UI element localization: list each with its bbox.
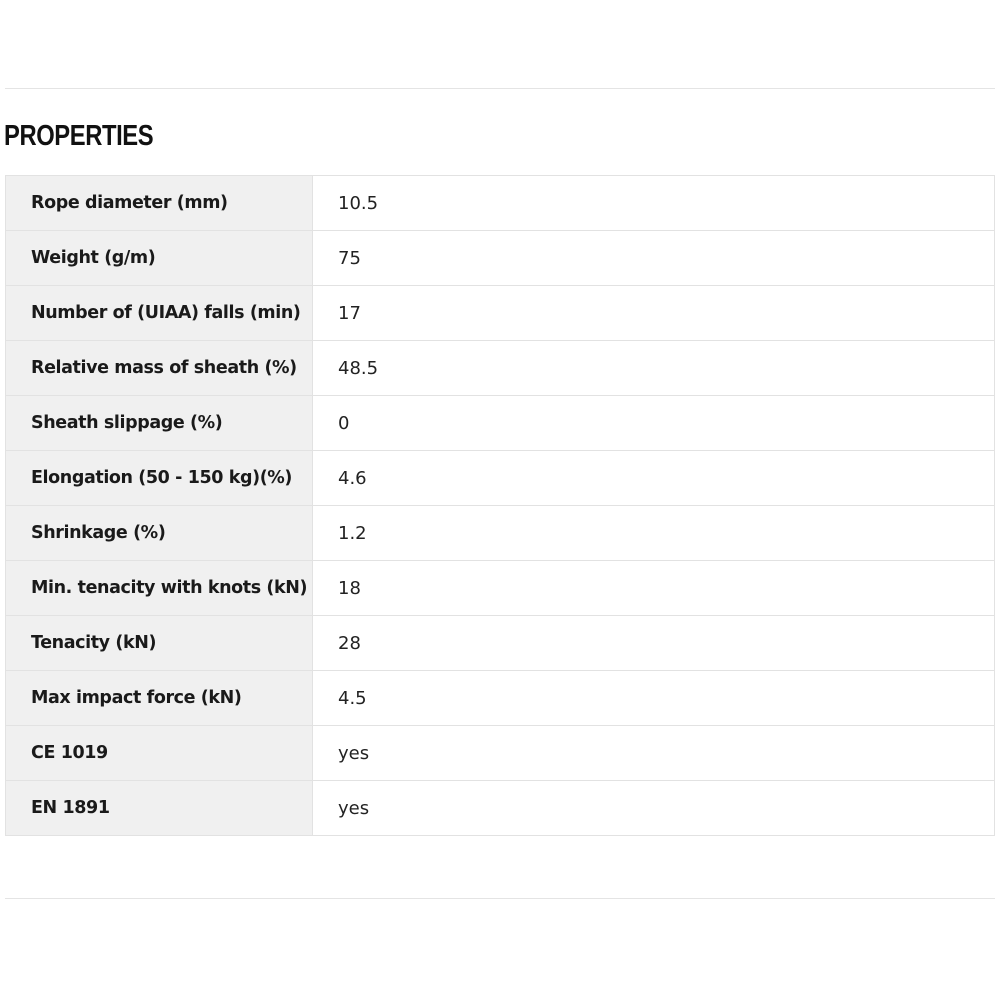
- table-row: [6, 286, 995, 341]
- property-value: 75: [313, 231, 995, 286]
- top-divider: [5, 88, 995, 89]
- table-row: [6, 781, 995, 836]
- section-title: PROPERTIES: [4, 120, 154, 152]
- property-value: 17: [313, 286, 995, 341]
- property-label: Max impact force (kN): [6, 671, 313, 726]
- table-row: [6, 726, 995, 781]
- table-row: [6, 231, 995, 286]
- table-row: [6, 506, 995, 561]
- properties-table: [5, 175, 995, 836]
- property-value: 4.5: [313, 671, 995, 726]
- property-label: Weight (g/m): [6, 231, 313, 286]
- table-row: [6, 396, 995, 451]
- property-label: CE 1019: [6, 726, 313, 781]
- table-row: [6, 561, 995, 616]
- property-value: yes: [313, 781, 995, 836]
- table-row: [6, 341, 995, 396]
- property-label: Rope diameter (mm): [6, 176, 313, 231]
- property-value: 48.5: [313, 341, 995, 396]
- property-label: Elongation (50 - 150 kg)(%): [6, 451, 313, 506]
- property-label: Number of (UIAA) falls (min): [6, 286, 313, 341]
- table-row: [6, 451, 995, 506]
- property-value: 18: [313, 561, 995, 616]
- bottom-divider: [5, 898, 995, 899]
- property-value: yes: [313, 726, 995, 781]
- table-row: [6, 176, 995, 231]
- property-label: Sheath slippage (%): [6, 396, 313, 451]
- property-label: Shrinkage (%): [6, 506, 313, 561]
- property-label: Min. tenacity with knots (kN): [6, 561, 313, 616]
- property-label: Tenacity (kN): [6, 616, 313, 671]
- table-row: [6, 616, 995, 671]
- property-value: 0: [313, 396, 995, 451]
- table-row: [6, 671, 995, 726]
- property-label: Relative mass of sheath (%): [6, 341, 313, 396]
- property-value: 10.5: [313, 176, 995, 231]
- property-value: 1.2: [313, 506, 995, 561]
- property-label: EN 1891: [6, 781, 313, 836]
- property-value: 28: [313, 616, 995, 671]
- property-value: 4.6: [313, 451, 995, 506]
